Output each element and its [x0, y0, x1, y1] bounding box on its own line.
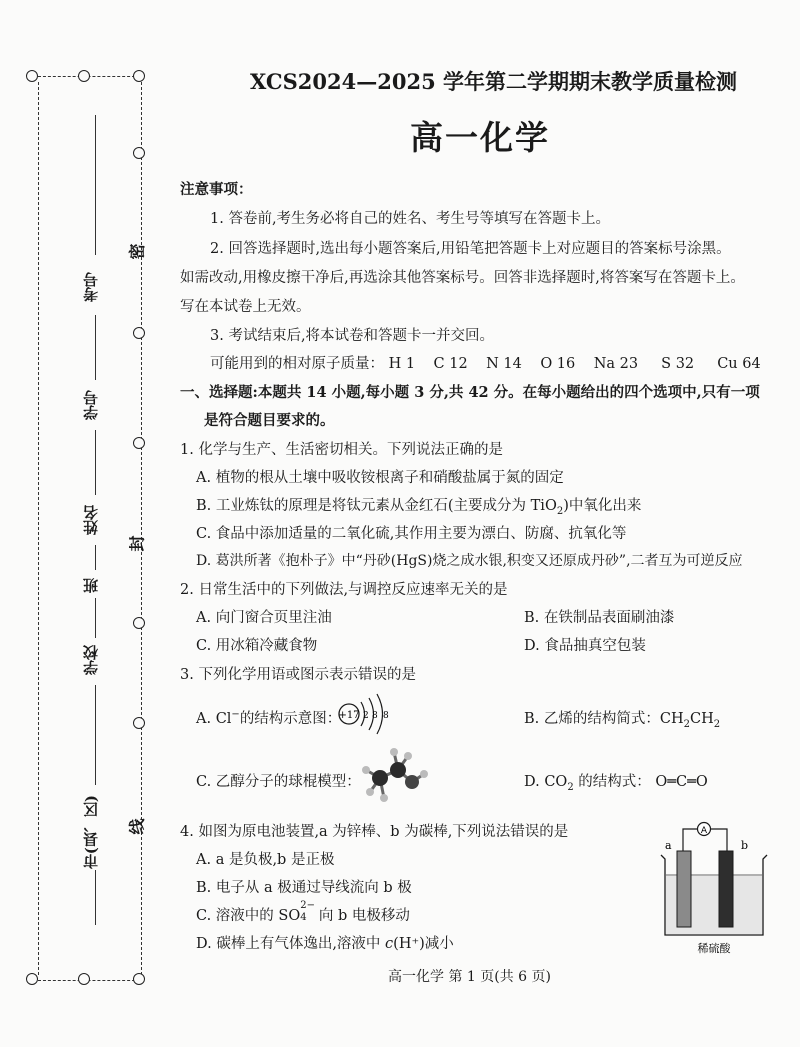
- q1-stem: 1. 化学与生产、生活密切相关。下列说法正确的是: [180, 442, 503, 458]
- exam-title: XCS2024—2025 学年第二学期期末教学质量检测: [250, 69, 738, 94]
- note-item: 1. 答卷前,考生务必将自己的姓名、考生号等填写在答题卡上。: [210, 211, 611, 227]
- solution-label: 稀硫酸: [697, 942, 731, 955]
- q1-option-b: [196, 494, 641, 517]
- atomic-mass: C 12: [433, 356, 468, 372]
- shell-count: 8: [383, 711, 389, 721]
- q3-a-text: A. Cl: [196, 711, 232, 727]
- page-footer: 高一化学 第 1 页(共 6 页): [388, 969, 551, 985]
- note-item: 如需改动,用橡皮擦干净后,再选涂其他答案标号。回答非选择题时,将答案写在答题卡上。: [180, 270, 745, 286]
- q1-option-d: D. 葛洪所著《抱朴子》中“丹砂(HgS)烧之成水银,积变又还原成丹砂”,二者互为可逆反应: [196, 553, 743, 569]
- subscript: 2: [683, 718, 690, 730]
- q4-option-a: A. a 是负极,b 是正极: [196, 852, 335, 868]
- atomic-mass: O 16: [540, 356, 576, 372]
- q2-option-c: C. 用冰箱冷藏食物: [196, 638, 318, 654]
- notes-heading: 注意事项：: [180, 181, 253, 198]
- q3-b-text-mid: CH: [690, 711, 714, 727]
- superscript: 2−: [300, 900, 315, 911]
- hole-circle: [133, 70, 145, 82]
- cl-ion-structure-diagram: [335, 692, 395, 736]
- section-title: 一、选择题:本题共 14 小题,每小题 3 分,共 42 分。在每小题给出的四个选项中,只有一项: [180, 384, 760, 401]
- hole-circle: [133, 717, 145, 729]
- electrode-a-label: a: [665, 839, 672, 852]
- concentration-symbol: c: [385, 936, 394, 952]
- field-city: 市(县、区): [82, 795, 100, 870]
- atomic-masses-label: 可能用到的相对原子质量：: [210, 356, 384, 372]
- field-exam-number: 考号: [82, 272, 100, 302]
- q3-d-text-mid: 的结构式：: [573, 774, 651, 790]
- ethanol-ball-stick-model: [352, 742, 432, 810]
- q2-option-d: D. 食品抽真空包装: [524, 638, 646, 654]
- field-class: 班: [82, 578, 100, 593]
- q3-option-b: [524, 707, 720, 730]
- q3-option-a: [196, 707, 341, 728]
- seal-char-xian: 线: [127, 818, 147, 835]
- field-name: 姓名: [82, 505, 100, 535]
- field-student-number: 学号: [82, 390, 100, 420]
- hole-circle: [26, 973, 38, 985]
- q2-option-b: B. 在铁制品表面刷油漆: [524, 610, 675, 626]
- q2-stem: 2. 日常生活中的下列做法,与调控反应速率无关的是: [180, 582, 508, 598]
- field-school: 学校: [82, 645, 100, 675]
- q4-stem: 4. 如图为原电池装置,a 为锌棒、b 为碳棒,下列说法错误的是: [180, 824, 569, 840]
- note-item: 3. 考试结束后,将本试卷和答题卡一并交回。: [210, 328, 495, 344]
- hole-circle: [78, 973, 90, 985]
- note-item: 2. 回答选择题时,选出每小题答案后,用铅笔把答题卡上对应题目的答案标号涂黑。: [210, 241, 731, 257]
- hole-circle: [133, 147, 145, 159]
- q4-d-text-end: (H⁺)减小: [393, 936, 454, 952]
- q1-option-c: C. 食品中添加适量的二氧化硫,其作用主要为漂白、防腐、抗氧化等: [196, 526, 627, 542]
- hole-circle: [133, 617, 145, 629]
- galvanic-cell-figure: [655, 815, 775, 960]
- q4-d-text: D. 碳棒上有气体逸出,溶液中: [196, 936, 386, 952]
- atomic-mass: S 32: [661, 356, 695, 372]
- nucleus-label: +17: [338, 710, 360, 721]
- atomic-mass: N 14: [486, 356, 522, 372]
- q4-option-c: [196, 900, 410, 925]
- atomic-mass: Cu 64: [717, 356, 761, 372]
- seal-char-mi: 密: [127, 243, 147, 260]
- section-title-cont: 是符合题目要求的。: [204, 412, 335, 429]
- q4-option-d: [196, 932, 454, 953]
- q4-c-text-end: 向 b 电极移动: [314, 908, 410, 924]
- co2-structural-formula: O═C═O: [655, 774, 708, 790]
- q3-a-text-end: 的结构示意图：: [239, 711, 342, 727]
- atomic-mass: Na 23: [593, 356, 639, 372]
- hole-circle: [133, 437, 145, 449]
- subscript: 2: [713, 718, 721, 730]
- subscript: 2: [556, 505, 564, 517]
- seal-char-feng: 封: [127, 535, 147, 552]
- note-item: 写在本试卷上无效。: [180, 299, 311, 315]
- q1-b-text-end: )中氧化出来: [563, 498, 642, 514]
- atomic-masses: [210, 352, 761, 373]
- hole-circle: [26, 70, 38, 82]
- subscript: 2: [567, 781, 574, 793]
- q1-b-text: B. 工业炼钛的原理是将钛元素从金红石(主要成分为 TiO: [196, 498, 557, 514]
- shell-count: 8: [372, 711, 378, 721]
- hole-circle: [133, 327, 145, 339]
- q2-option-a: A. 向门窗合页里注油: [196, 610, 332, 626]
- subscript: 4: [300, 912, 307, 923]
- q1-option-a: A. 植物的根从土壤中吸收铵根离子和硝酸盐属于氮的固定: [196, 470, 564, 486]
- q4-option-b: B. 电子从 a 极通过导线流向 b 极: [196, 880, 412, 896]
- superscript: −: [231, 709, 240, 721]
- electrode-b-label: b: [741, 839, 749, 852]
- subject-title: 高一化学: [410, 118, 550, 157]
- q3-stem: 3. 下列化学用语或图示表示错误的是: [180, 667, 416, 683]
- hole-circle: [133, 973, 145, 985]
- q3-option-c: C. 乙醇分子的球棍模型：: [196, 774, 361, 790]
- q3-b-text: B. 乙烯的结构简式：CH: [524, 711, 684, 727]
- q4-c-text: C. 溶液中的 SO: [196, 908, 301, 924]
- q3-d-text: D. CO: [524, 774, 568, 790]
- ammeter-label: A: [700, 826, 708, 836]
- hole-circle: [78, 70, 90, 82]
- q3-option-d: [524, 770, 708, 793]
- shell-count: 2: [363, 711, 369, 721]
- atomic-mass: H 1: [388, 356, 416, 372]
